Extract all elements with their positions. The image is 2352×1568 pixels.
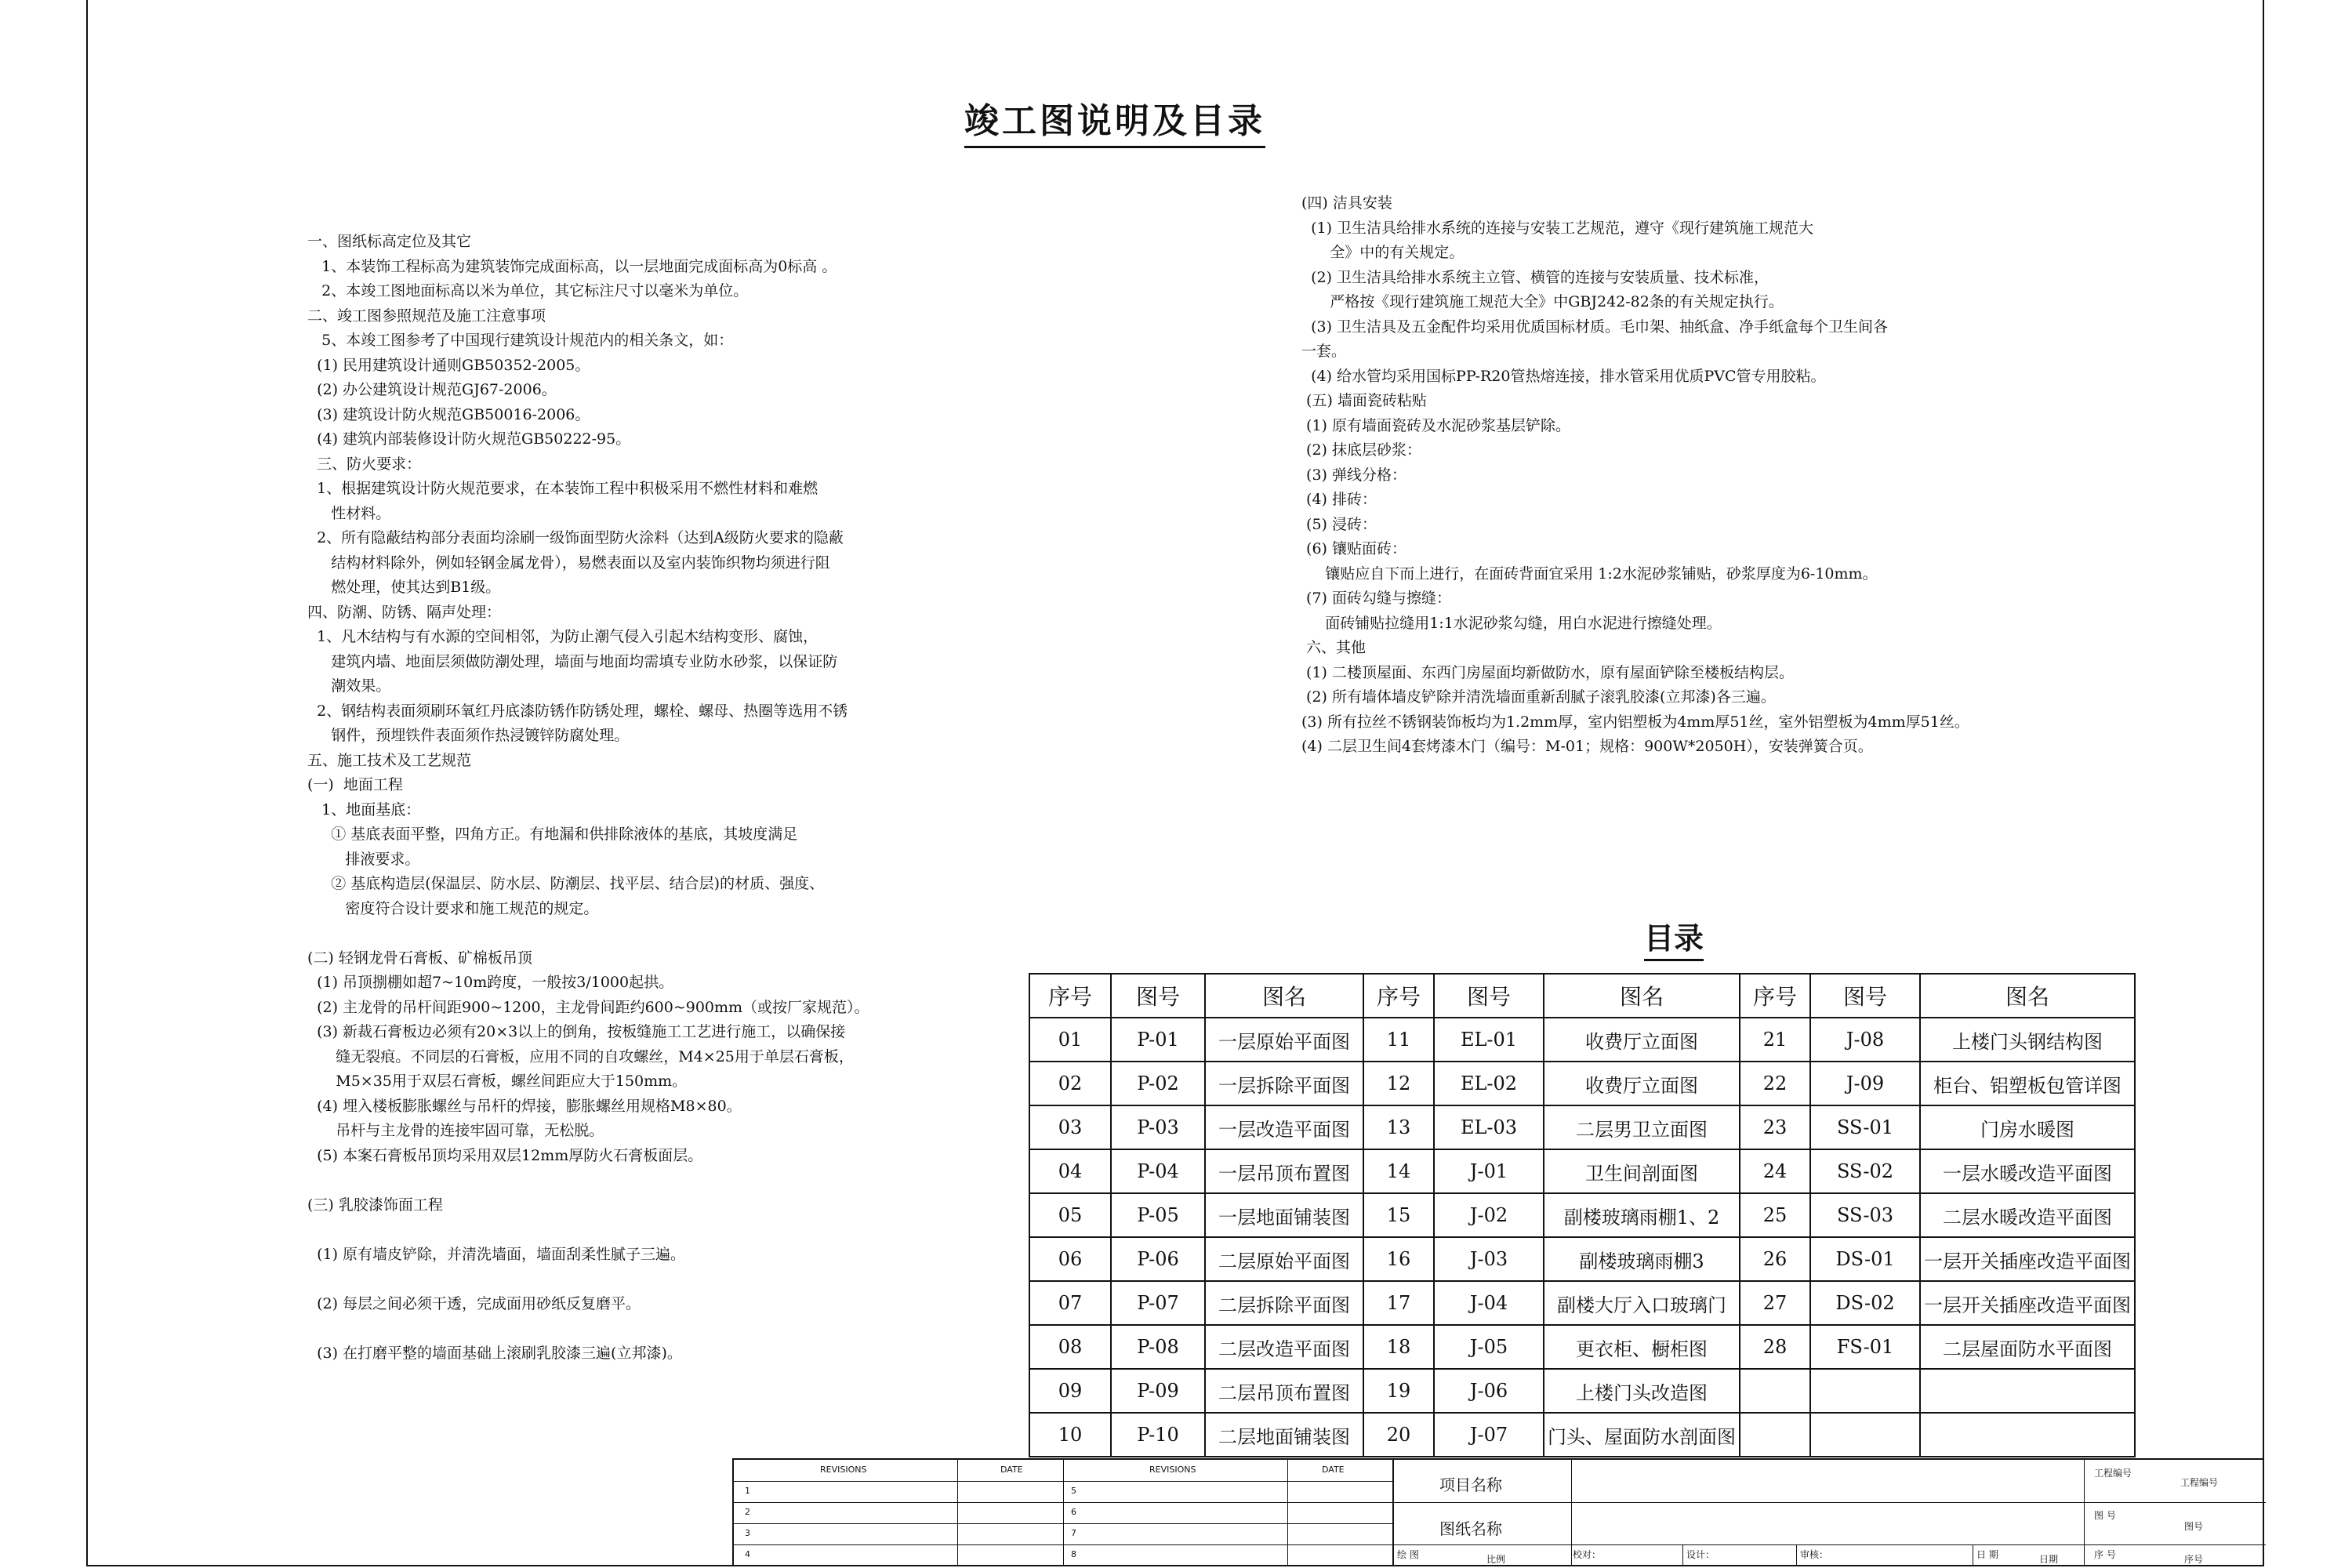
catalog-cell bbox=[1740, 1413, 1810, 1457]
catalog-cell: 27 bbox=[1740, 1281, 1810, 1325]
note-line: 一套。 bbox=[1301, 343, 1347, 360]
rev-number: 7 bbox=[1071, 1528, 1076, 1538]
drawing-name-label: 图纸名称 bbox=[1439, 1519, 1502, 1538]
note-line: (4) 给水管均采用国标PP-R20管热熔连接，排水管采用优质PVC管专用胶粘。 bbox=[1301, 367, 1826, 385]
catalog-cell: 更衣柜、橱柜图 bbox=[1544, 1325, 1740, 1369]
note-line: 性材料。 bbox=[307, 504, 391, 522]
catalog-cell: 07 bbox=[1029, 1281, 1111, 1325]
note-line: 一、图纸标高定位及其它 bbox=[307, 233, 472, 250]
catalog-cell: J-05 bbox=[1434, 1325, 1544, 1369]
note-line: (2) 卫生洁具给排水系统主立管、横管的连接与安装质量、技术标准， bbox=[1301, 268, 1769, 286]
note-line: ① 基底表面平整，四角方正。有地漏和供排除液体的基底，其坡度满足 bbox=[307, 826, 798, 843]
catalog-cell: 二层男卫立面图 bbox=[1544, 1105, 1740, 1149]
catalog-header-cell: 图号 bbox=[1111, 974, 1205, 1018]
catalog-cell: 一层吊顶布置图 bbox=[1205, 1149, 1363, 1193]
catalog-cell bbox=[1920, 1413, 2135, 1457]
catalog-cell: DS-01 bbox=[1810, 1237, 1920, 1281]
catalog-cell: 上楼门头钢结构图 bbox=[1920, 1018, 2135, 1062]
catalog-cell: 一层开关插座改造平面图 bbox=[1920, 1281, 2135, 1325]
catalog-cell: 28 bbox=[1740, 1325, 1810, 1369]
page-title: 竣工图说明及目录 bbox=[964, 93, 1265, 148]
note-line: (1) 原有墙皮铲除，并清洗墙面，墙面刮柔性腻子三遍。 bbox=[307, 1245, 686, 1263]
catalog-cell: EL-03 bbox=[1434, 1105, 1544, 1149]
catalog-cell: P-01 bbox=[1111, 1018, 1205, 1062]
design-label: 设计： bbox=[1686, 1549, 1715, 1560]
note-line: (3) 弹线分格： bbox=[1301, 466, 1406, 484]
note-line: 1、凡木结构与有水源的空间相邻，为防止潮气侵入引起木结构变形、腐蚀， bbox=[307, 628, 818, 645]
note-line bbox=[307, 921, 869, 946]
catalog-row bbox=[1029, 1413, 2135, 1457]
catalog-cell: 门头、屋面防水剖面图 bbox=[1544, 1413, 1740, 1457]
catalog-row bbox=[1029, 1369, 2135, 1413]
note-line: (四) 洁具安装 bbox=[1301, 194, 1392, 212]
catalog-cell: 05 bbox=[1029, 1193, 1111, 1237]
catalog-cell: 26 bbox=[1740, 1237, 1810, 1281]
catalog-row bbox=[1029, 1018, 2135, 1062]
note-line: 三、防火要求： bbox=[307, 455, 422, 473]
revisions-table bbox=[734, 1460, 1392, 1566]
catalog-row bbox=[1029, 1237, 2135, 1281]
seq-value: 序号 bbox=[2184, 1554, 2204, 1565]
note-line: 1、本装饰工程标高为建筑装饰完成面标高，以一层地面完成面标高为0标高 。 bbox=[307, 257, 837, 275]
catalog-cell: P-08 bbox=[1111, 1325, 1205, 1369]
notes-right-column bbox=[1301, 191, 1969, 760]
note-line: M5×35用于双层石膏板，螺丝间距应大于150mm。 bbox=[307, 1073, 688, 1090]
note-line: (4) 二层卫生间4套烤漆木门（编号：M-01；规格：900W*2050H），安装弹簧合页。 bbox=[1301, 738, 1873, 755]
catalog-cell: 13 bbox=[1363, 1105, 1434, 1149]
catalog-header-cell: 序号 bbox=[1029, 974, 1111, 1018]
catalog-cell: 收费厅立面图 bbox=[1544, 1062, 1740, 1105]
note-line: (3) 在打磨平整的墙面基础上滚刷乳胶漆三遍(立邦漆)。 bbox=[307, 1344, 682, 1362]
catalog-cell: SS-02 bbox=[1810, 1149, 1920, 1193]
note-line: (2) 每层之间必须干透，完成面用砂纸反复磨平。 bbox=[307, 1294, 641, 1312]
catalog-cell: 一层拆除平面图 bbox=[1205, 1062, 1363, 1105]
catalog-cell: J-09 bbox=[1810, 1062, 1920, 1105]
catalog-cell: 22 bbox=[1740, 1062, 1810, 1105]
catalog-cell: 收费厅立面图 bbox=[1544, 1018, 1740, 1062]
catalog-cell: P-10 bbox=[1111, 1413, 1205, 1457]
catalog-cell: J-01 bbox=[1434, 1149, 1544, 1193]
catalog-cell: J-02 bbox=[1434, 1193, 1544, 1237]
catalog-row bbox=[1029, 1149, 2135, 1193]
note-line: 严格按《现行建筑施工规范大全》中GBJ242-82条的有关规定执行。 bbox=[1301, 293, 1784, 310]
review-label: 审核： bbox=[1800, 1549, 1829, 1560]
catalog-cell: 卫生间剖面图 bbox=[1544, 1149, 1740, 1193]
note-line: (1) 民用建筑设计通则GB50352-2005。 bbox=[307, 356, 590, 374]
catalog-cell: J-04 bbox=[1434, 1281, 1544, 1325]
note-line: 1、根据建筑设计防火规范要求，在本装饰工程中积极采用不燃性材料和难燃 bbox=[307, 480, 818, 497]
note-line bbox=[307, 1316, 869, 1341]
catalog-cell: 二层原始平面图 bbox=[1205, 1237, 1363, 1281]
note-line: (2) 办公建筑设计规范GJ67-2006。 bbox=[307, 381, 557, 398]
note-line: (2) 抹底层砂浆： bbox=[1301, 441, 1421, 459]
catalog-cell: J-07 bbox=[1434, 1413, 1544, 1457]
note-line: (二) 轻钢龙骨石膏板、矿棉板吊顶 bbox=[307, 949, 532, 967]
drawing-no-label: 图 号 bbox=[2094, 1510, 2116, 1521]
catalog-cell: 24 bbox=[1740, 1149, 1810, 1193]
catalog-cell: 10 bbox=[1029, 1413, 1111, 1457]
note-line: (三) 乳胶漆饰面工程 bbox=[307, 1196, 443, 1214]
note-line: 二、竣工图参照规范及施工注意事项 bbox=[307, 307, 546, 325]
note-line: (1) 二楼顶屋面、东西门房屋面均新做防水，原有屋面铲除至楼板结构层。 bbox=[1301, 663, 1794, 681]
catalog-cell: 二层屋面防水平面图 bbox=[1920, 1325, 2135, 1369]
date-field-label: 日 期 bbox=[1976, 1549, 1998, 1560]
project-name-label: 项目名称 bbox=[1439, 1475, 1502, 1494]
catalog-cell: 一层开关插座改造平面图 bbox=[1920, 1237, 2135, 1281]
catalog-cell: P-02 bbox=[1111, 1062, 1205, 1105]
note-line: 密度符合设计要求和施工规范的规定。 bbox=[307, 899, 599, 917]
note-line: 面砖铺贴拉缝用1:1水泥砂浆勾缝，用白水泥进行擦缝处理。 bbox=[1301, 614, 1722, 632]
note-line: (1) 原有墙面瓷砖及水泥砂浆基层铲除。 bbox=[1301, 416, 1570, 434]
catalog-cell: FS-01 bbox=[1810, 1325, 1920, 1369]
catalog-cell: 门房水暖图 bbox=[1920, 1105, 2135, 1149]
catalog-cell: 01 bbox=[1029, 1018, 1111, 1062]
note-line: 结构材料除外，例如轻钢金属龙骨），易燃表面以及室内装饰织物均须进行阻 bbox=[307, 554, 830, 572]
catalog-cell: EL-01 bbox=[1434, 1018, 1544, 1062]
catalog-cell: 上楼门头改造图 bbox=[1544, 1369, 1740, 1413]
catalog-cell: 08 bbox=[1029, 1325, 1111, 1369]
note-line: (4) 建筑内部装修设计防火规范GB50222-95。 bbox=[307, 430, 631, 448]
note-line: (3) 新裁石膏板边必须有20×3以上的倒角，按板缝施工工艺进行施工，以确保接 bbox=[307, 1023, 846, 1040]
note-line: (4) 埋入楼板膨胀螺丝与吊杆的焊接，膨胀螺丝用规格M8×80。 bbox=[307, 1097, 742, 1115]
catalog-cell: P-04 bbox=[1111, 1149, 1205, 1193]
note-line: (3) 卫生洁具及五金配件均采用优质国标材质。毛巾架、抽纸盒、净手纸盒每个卫生间各 bbox=[1301, 318, 1889, 336]
note-line: (4) 排砖： bbox=[1301, 491, 1377, 508]
catalog-cell: 二层水暖改造平面图 bbox=[1920, 1193, 2135, 1237]
catalog-cell: J-06 bbox=[1434, 1369, 1544, 1413]
rev-number: 2 bbox=[745, 1507, 750, 1517]
catalog-cell: 19 bbox=[1363, 1369, 1434, 1413]
date-header: DATE bbox=[1000, 1465, 1023, 1475]
catalog-header-cell: 序号 bbox=[1740, 974, 1810, 1018]
title-block bbox=[732, 1458, 2264, 1566]
note-line: 全》中的有关规定。 bbox=[1301, 244, 1465, 261]
note-line: (5) 本案石膏板吊顶均采用双层12mm厚防火石膏板面层。 bbox=[307, 1146, 703, 1164]
catalog-row bbox=[1029, 1193, 2135, 1237]
note-line: (7) 面砖勾缝与擦缝： bbox=[1301, 590, 1451, 607]
catalog-cell: SS-01 bbox=[1810, 1105, 1920, 1149]
catalog-cell: EL-02 bbox=[1434, 1062, 1544, 1105]
catalog-cell: 12 bbox=[1363, 1062, 1434, 1105]
catalog-cell: 二层拆除平面图 bbox=[1205, 1281, 1363, 1325]
revisions-header-2: REVISIONS bbox=[1149, 1465, 1196, 1475]
catalog-cell: 14 bbox=[1363, 1149, 1434, 1193]
notes-left-column bbox=[307, 230, 869, 1366]
catalog-header-cell: 图名 bbox=[1544, 974, 1740, 1018]
note-line: 潮效果。 bbox=[307, 677, 391, 695]
catalog-header-row bbox=[1029, 974, 2135, 1018]
note-line: 镶贴应自下而上进行，在面砖背面宜采用 1:2水泥砂浆铺贴，砂浆厚度为6-10mm。 bbox=[1301, 564, 1878, 583]
catalog-cell: 二层地面铺装图 bbox=[1205, 1413, 1363, 1457]
catalog-cell: 02 bbox=[1029, 1062, 1111, 1105]
catalog-cell: 25 bbox=[1740, 1193, 1810, 1237]
catalog-cell: P-05 bbox=[1111, 1193, 1205, 1237]
catalog-cell: 03 bbox=[1029, 1105, 1111, 1149]
note-line: (1) 卫生洁具给排水系统的连接与安装工艺规范，遵守《现行建筑施工规范大 bbox=[1301, 219, 1814, 237]
catalog-cell: 11 bbox=[1363, 1018, 1434, 1062]
note-line: 缝无裂痕。不同层的石膏板，应用不同的自攻螺丝，M4×25用于单层石膏板， bbox=[307, 1047, 854, 1065]
drawn-value: 比例 bbox=[1486, 1554, 1506, 1565]
catalog-cell: 04 bbox=[1029, 1149, 1111, 1193]
catalog-header-cell: 图号 bbox=[1810, 974, 1920, 1018]
catalog-cell: 18 bbox=[1363, 1325, 1434, 1369]
revisions-header: REVISIONS bbox=[820, 1465, 867, 1475]
rev-number: 6 bbox=[1071, 1507, 1076, 1517]
catalog-cell: 23 bbox=[1740, 1105, 1810, 1149]
catalog-title: 目录 bbox=[1644, 914, 1704, 961]
note-line: (3) 所有拉丝不锈钢装饰板均为1.2mm厚，室内铝塑板为4mm厚51丝，室外铝塑板为4mm厚51丝。 bbox=[1301, 713, 1969, 731]
catalog-cell: 一层改造平面图 bbox=[1205, 1105, 1363, 1149]
note-line: 排液要求。 bbox=[307, 850, 420, 868]
note-line: 建筑内墙、地面层须做防潮处理，墙面与地面均需填专业防水砂浆，以保证防 bbox=[307, 652, 838, 670]
project-no-label: 工程编号 bbox=[2094, 1468, 2132, 1479]
catalog-cell: 一层水暖改造平面图 bbox=[1920, 1149, 2135, 1193]
catalog-row bbox=[1029, 1325, 2135, 1369]
catalog-cell: P-03 bbox=[1111, 1105, 1205, 1149]
note-line: 2、钢结构表面须刷环氧红丹底漆防锈作防锈处理，螺栓、螺母、热圈等选用不锈 bbox=[307, 702, 848, 720]
catalog-header-cell: 图号 bbox=[1434, 974, 1544, 1018]
catalog-cell bbox=[1810, 1413, 1920, 1457]
note-line: 四、防潮、防锈、隔声处理： bbox=[307, 603, 502, 621]
drawn-label: 绘 图 bbox=[1397, 1549, 1419, 1560]
catalog-cell: 15 bbox=[1363, 1193, 1434, 1237]
note-line: 钢件，预埋铁件表面须作热浸镀锌防腐处理。 bbox=[307, 727, 630, 744]
catalog-cell: 副楼大厅入口玻璃门 bbox=[1544, 1281, 1740, 1325]
rev-number: 3 bbox=[745, 1528, 750, 1538]
catalog-cell: 二层改造平面图 bbox=[1205, 1325, 1363, 1369]
catalog-cell: DS-02 bbox=[1810, 1281, 1920, 1325]
catalog-cell: J-03 bbox=[1434, 1237, 1544, 1281]
note-line bbox=[307, 1218, 869, 1243]
catalog-cell: 一层原始平面图 bbox=[1205, 1018, 1363, 1062]
drawing-no-value: 图号 bbox=[2184, 1521, 2204, 1532]
note-line bbox=[307, 1267, 869, 1292]
catalog-cell: SS-03 bbox=[1810, 1193, 1920, 1237]
catalog-cell: 09 bbox=[1029, 1369, 1111, 1413]
note-line: (6) 镶贴面砖： bbox=[1301, 540, 1406, 557]
catalog-cell bbox=[1810, 1369, 1920, 1413]
note-line: 5、本竣工图参考了中国现行建筑设计规范内的相关条文，如： bbox=[307, 332, 734, 349]
catalog-cell: 柜台、铝塑板包管详图 bbox=[1920, 1062, 2135, 1105]
note-line: (五) 墙面瓷砖粘贴 bbox=[1301, 392, 1427, 409]
catalog-header-cell: 图名 bbox=[1920, 974, 2135, 1018]
note-line: (1) 吊顶捌棚如超7~10m跨度，一般按3/1000起拱。 bbox=[307, 974, 674, 991]
catalog-header-cell: 序号 bbox=[1363, 974, 1434, 1018]
catalog-cell: 16 bbox=[1363, 1237, 1434, 1281]
project-no-value: 工程编号 bbox=[2180, 1477, 2219, 1488]
check-label: 校对： bbox=[1573, 1549, 1602, 1560]
rev-number: 1 bbox=[745, 1486, 750, 1496]
note-line: 燃处理，使其达到B1级。 bbox=[307, 579, 501, 596]
note-line bbox=[307, 1168, 869, 1193]
note-line: (3) 建筑设计防火规范GB50016-2006。 bbox=[307, 405, 590, 423]
note-line: 1、地面基底： bbox=[307, 800, 421, 818]
catalog-cell: 17 bbox=[1363, 1281, 1434, 1325]
catalog-cell: 副楼玻璃雨棚3 bbox=[1544, 1237, 1740, 1281]
catalog-cell: 21 bbox=[1740, 1018, 1810, 1062]
catalog-cell: J-08 bbox=[1810, 1018, 1920, 1062]
catalog-cell: 一层地面铺装图 bbox=[1205, 1193, 1363, 1237]
note-line: 2、所有隐蔽结构部分表面均涂刷一级饰面型防火涂料（达到A级防火要求的隐蔽 bbox=[307, 529, 844, 546]
note-line: 五、施工技术及工艺规范 bbox=[307, 751, 472, 769]
rev-number: 5 bbox=[1071, 1486, 1076, 1496]
catalog-cell: P-09 bbox=[1111, 1369, 1205, 1413]
catalog-cell bbox=[1740, 1369, 1810, 1413]
rev-number: 8 bbox=[1071, 1549, 1076, 1559]
rev-number: 4 bbox=[745, 1549, 750, 1559]
note-line: (一) 地面工程 bbox=[307, 776, 403, 793]
seq-label: 序 号 bbox=[2094, 1549, 2116, 1560]
catalog-cell bbox=[1920, 1369, 2135, 1413]
note-line: 2、本竣工图地面标高以米为单位，其它标注尺寸以毫米为单位。 bbox=[307, 282, 749, 299]
catalog-cell: 06 bbox=[1029, 1237, 1111, 1281]
note-line: ② 基底构造层(保温层、防水层、防潮层、找平层、结合层)的材质、强度、 bbox=[307, 875, 825, 892]
catalog-header-cell: 图名 bbox=[1205, 974, 1363, 1018]
note-line: 吊杆与主龙骨的连接牢固可靠，无松脱。 bbox=[307, 1122, 604, 1139]
date-field-value: 日期 bbox=[2039, 1554, 2059, 1565]
catalog-cell: 副楼玻璃雨棚1、2 bbox=[1544, 1193, 1740, 1237]
catalog-row bbox=[1029, 1062, 2135, 1105]
catalog-row bbox=[1029, 1281, 2135, 1325]
note-line: (2) 主龙骨的吊杆间距900~1200，主龙骨间距约600~900mm（或按厂家规范）。 bbox=[307, 998, 869, 1016]
catalog-cell: P-07 bbox=[1111, 1281, 1205, 1325]
catalog-cell: P-06 bbox=[1111, 1237, 1205, 1281]
catalog-cell: 二层吊顶布置图 bbox=[1205, 1369, 1363, 1413]
catalog-cell: 20 bbox=[1363, 1413, 1434, 1457]
note-line: 六、其他 bbox=[1301, 639, 1367, 656]
catalog-row bbox=[1029, 1105, 2135, 1149]
date-header-2: DATE bbox=[1322, 1465, 1345, 1475]
catalog-table bbox=[1029, 973, 2136, 1457]
note-line: (5) 浸砖： bbox=[1301, 515, 1377, 533]
note-line: (2) 所有墙体墙皮铲除并清洗墙面重新刮腻子滚乳胶漆(立邦漆)各三遍。 bbox=[1301, 688, 1776, 706]
